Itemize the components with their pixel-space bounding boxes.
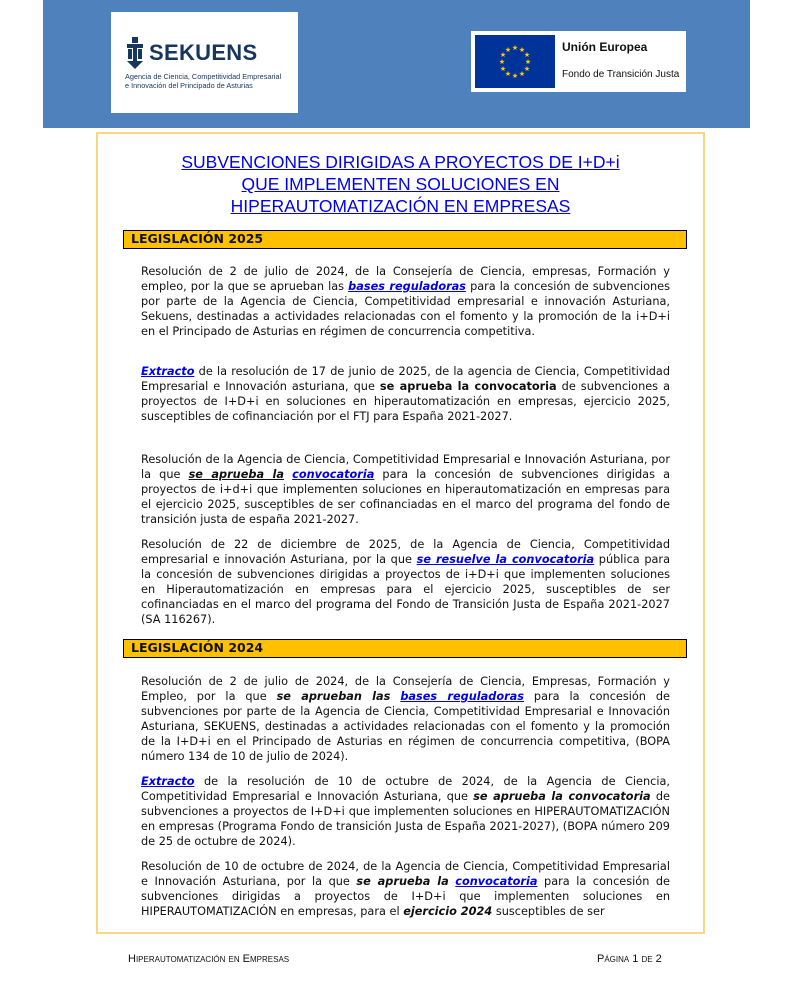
- svg-text:★: ★: [518, 46, 526, 54]
- svg-text:★: ★: [504, 70, 512, 78]
- svg-text:★: ★: [523, 51, 531, 59]
- paragraph-2024-extracto: Extracto de la resolución de 10 de octubre de 2024, de la Agencia de Ciencia, Competitividad Empresarial e Innovación Asturiana, que se aprueba la convocatoria de subvenciones a proyectos de I+D+i que implementen soluciones en HIPERAUTOMATIZACIÓN en empresas (Programa Fondo de transición Justa de España 2021-2027), (BOPA número 209 de 25 de octubre de 2024).: [141, 775, 670, 848]
- sekuens-logo: [111, 12, 298, 113]
- svg-text:★: ★: [499, 65, 507, 73]
- document-title: SUBVENCIONES DIRIGIDAS A PROYECTOS DE I+D+i QUE IMPLEMENTEN SOLUCIONES EN HIPERAUTOMATIZACIÓN EN EMPRESAS: [181, 152, 620, 216]
- section-heading-2025: LEGISLACIÓN 2025: [123, 230, 687, 249]
- eu-flag-icon: [475, 35, 555, 88]
- bases-reguladoras-link[interactable]: bases reguladoras: [348, 279, 466, 293]
- svg-text:★: ★: [498, 58, 506, 66]
- footer-page-number: Página 1 de 2: [597, 953, 662, 965]
- extracto-link[interactable]: Extracto: [141, 365, 195, 378]
- paragraph-2025-extracto: Extracto de la resolución de 17 de junio de 2025, de la agencia de Ciencia, Competitividad Empresarial e Innovación asturiana, que se aprueba la convocatoria de subvenciones a proyectos de I+D+i en soluciones en hiperautomatización en empresas, ejercicio 2025, susceptibles de cofinanciación por el FTJ para España 2021-2027.: [141, 365, 670, 423]
- bases-reguladoras-2024-link[interactable]: bases reguladoras: [400, 689, 524, 703]
- eu-logo: [471, 31, 686, 92]
- eu-title: Unión Europea: [562, 40, 648, 54]
- asturias-crest-icon: [125, 37, 145, 69]
- eu-fund-name: Fondo de Transición Justa: [562, 69, 680, 80]
- agency-name: SEKUENS: [149, 40, 258, 65]
- svg-text:★: ★: [504, 46, 512, 54]
- content-frame: [96, 132, 705, 934]
- paragraph-2025-convocatoria: Resolución de la Agencia de Ciencia, Competitividad Empresarial e Innovación Asturiana, por la que se aprueba la convocatoria para la concesión de subvenciones dirigidas a proyectos de i+d+i que implementen soluciones en hiperautomatización en empresas para el ejercicio 2025, susceptibles de ser cofinanciadas en el marco del programa del fondo de transición justa de españa 2021-2027.: [141, 453, 671, 526]
- svg-text:★: ★: [518, 70, 526, 78]
- svg-text:★: ★: [499, 51, 507, 59]
- paragraph-2025-resolucion: Resolución de 22 de diciembre de 2025, de la Agencia de Ciencia, Competitividad empresarial e innovación Asturiana, por la que se resuelve la convocatoria pública para la concesión de subvenciones dirigidas a proyectos de i+D+i que implementen soluciones en Hiperautomatización en empresas para el ejercicio 2025, susceptibles de ser cofinanciadas en el marco del programa del Fondo de Transición Justa de España 2021-2027 (SA 116267).: [141, 538, 671, 626]
- convocatoria-link[interactable]: convocatoria: [292, 467, 375, 481]
- paragraph-2024-bases: Resolución de 2 de julio de 2024, de la Consejería de Ciencia, Empresas, Formación y Empleo, por la que se aprueban las bases reguladoras para la concesión de subvenciones por parte de la Agencia de Ciencia, Competitividad Empresarial e Innovación Asturiana, SEKUENS, destinadas a actividades relacionadas con el fomento y la promoción de la I+D+i en el Principado de Asturias en régimen de concurrencia competitiva, (BOPA número 134 de 10 de julio de 2024).: [141, 675, 670, 763]
- svg-text:★: ★: [511, 44, 519, 52]
- extracto-2024-link[interactable]: Extracto: [141, 775, 195, 788]
- svg-text:★: ★: [511, 72, 519, 80]
- svg-text:★: ★: [524, 58, 532, 66]
- svg-text:★: ★: [523, 65, 531, 73]
- footer-document-name: Hiperautomatización en Empresas: [128, 953, 290, 965]
- section-heading-2024: LEGISLACIÓN 2024: [123, 639, 687, 658]
- resuelve-convocatoria-link[interactable]: se resuelve la convocatoria: [416, 552, 595, 566]
- agency-subtitle: Agencia de Ciencia, Competitividad Empresarial e Innovación del Principado de Asturias: [125, 72, 282, 90]
- convocatoria-2024-link[interactable]: convocatoria: [455, 874, 538, 888]
- paragraph-2024-convocatoria: Resolución de 10 de octubre de 2024, de la Agencia de Ciencia, Competitividad Empresarial e Innovación Asturiana, por la que se aprueba la convocatoria para la concesión de subvenciones dirigidas a proyectos de I+D+i que implementen soluciones en HIPERAUTOMATIZACIÓN en empresas, para el ejercicio 2024 susceptibles de ser: [141, 860, 671, 918]
- paragraph-2025-bases: Resolución de 2 de julio de 2024, de la Consejería de Ciencia, empresas, Formación y empleo, por la que se aprueban las bases reguladoras para la concesión de subvenciones por parte de la Agencia de Ciencia, Competitividad empresarial e innovación Asturiana, Sekuens, destinadas a actividades relacionadas con el fomento y la promoción de la i+D+i en el Principado de Asturias en régimen de concurrencia competitiva.: [141, 265, 670, 338]
